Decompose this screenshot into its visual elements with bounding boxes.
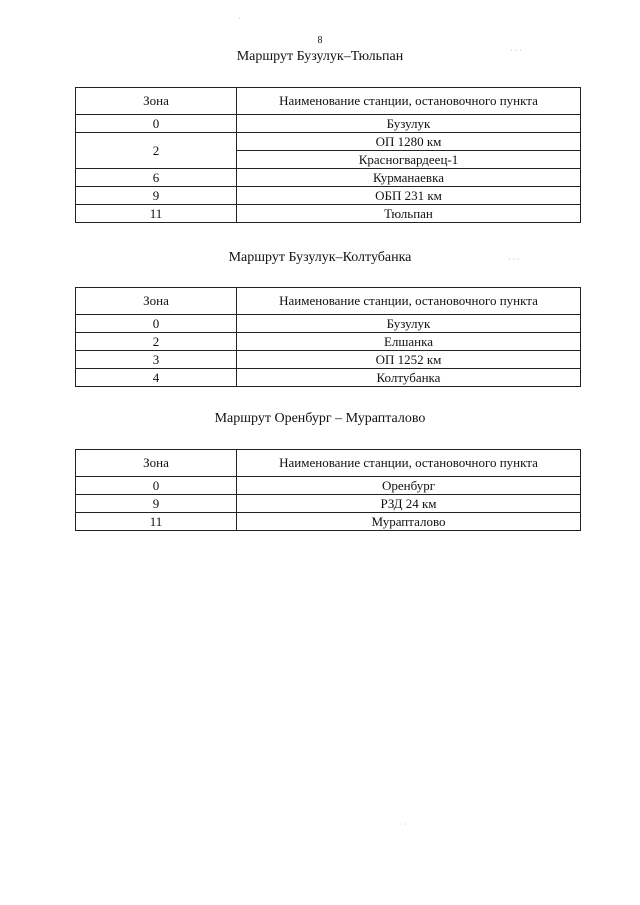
station-cell: Бузулук: [237, 115, 581, 133]
table-row: [76, 477, 581, 495]
column-header-station: Наименование станции, остановочного пункта: [237, 288, 581, 315]
route-title-buzuluk-tyulpan: Маршрут Бузулук–Тюльпан: [236, 49, 404, 64]
table-row: [76, 495, 581, 513]
route-table-orenburg-muraptalovo: [75, 449, 581, 531]
zone-cell: 4: [76, 369, 237, 387]
table-row: [76, 369, 581, 387]
scan-speck: · · ·: [510, 46, 522, 55]
scan-speck: ·: [404, 820, 407, 829]
table-row: [76, 169, 581, 187]
table-header-row: [76, 288, 581, 315]
table-row: [76, 315, 581, 333]
column-header-zone: Зона: [76, 450, 237, 477]
zone-cell: 11: [76, 513, 237, 531]
station-cell: Курманаевка: [237, 169, 581, 187]
column-header-station: Наименование станции, остановочного пункта: [237, 88, 581, 115]
column-header-zone: Зона: [76, 88, 237, 115]
column-header-zone: Зона: [76, 288, 237, 315]
table-header-row: [76, 450, 581, 477]
route-table-buzuluk-tyulpan: [75, 87, 581, 223]
station-cell: Красногвардеец-1: [237, 151, 581, 169]
zone-cell: 11: [76, 205, 237, 223]
scan-speck: ·: [238, 14, 241, 23]
table-header-row: [76, 88, 581, 115]
station-cell: Мурапталово: [237, 513, 581, 531]
table-row: [76, 205, 581, 223]
table-row: [76, 133, 581, 151]
station-cell: Бузулук: [237, 315, 581, 333]
station-cell: Елшанка: [237, 333, 581, 351]
column-header-station: Наименование станции, остановочного пункта: [237, 450, 581, 477]
zone-cell: 2: [76, 333, 237, 351]
page-number: 8: [317, 35, 323, 46]
table-row: [76, 513, 581, 531]
station-cell: Колтубанка: [237, 369, 581, 387]
zone-cell: 9: [76, 187, 237, 205]
station-cell: РЗД 24 км: [237, 495, 581, 513]
table-row: [76, 115, 581, 133]
route-title-orenburg-muraptalovo: Маршрут Оренбург – Мурапталово: [214, 411, 426, 426]
zone-cell: 0: [76, 315, 237, 333]
route-title-buzuluk-koltubanka: Маршрут Бузулук–Колтубанка: [228, 250, 412, 265]
station-cell: ОП 1252 км: [237, 351, 581, 369]
table-row: [76, 351, 581, 369]
station-cell: Тюльпан: [237, 205, 581, 223]
table-row: [76, 187, 581, 205]
zone-cell: 0: [76, 477, 237, 495]
zone-cell: 6: [76, 169, 237, 187]
station-cell: ОБП 231 км: [237, 187, 581, 205]
route-table-buzuluk-koltubanka: [75, 287, 581, 387]
station-cell: Оренбург: [237, 477, 581, 495]
zone-cell: 2: [76, 133, 237, 169]
zone-cell: 3: [76, 351, 237, 369]
zone-cell: 0: [76, 115, 237, 133]
station-cell: ОП 1280 км: [237, 133, 581, 151]
table-row: [76, 333, 581, 351]
scan-speck: · · ·: [508, 255, 520, 264]
zone-cell: 9: [76, 495, 237, 513]
